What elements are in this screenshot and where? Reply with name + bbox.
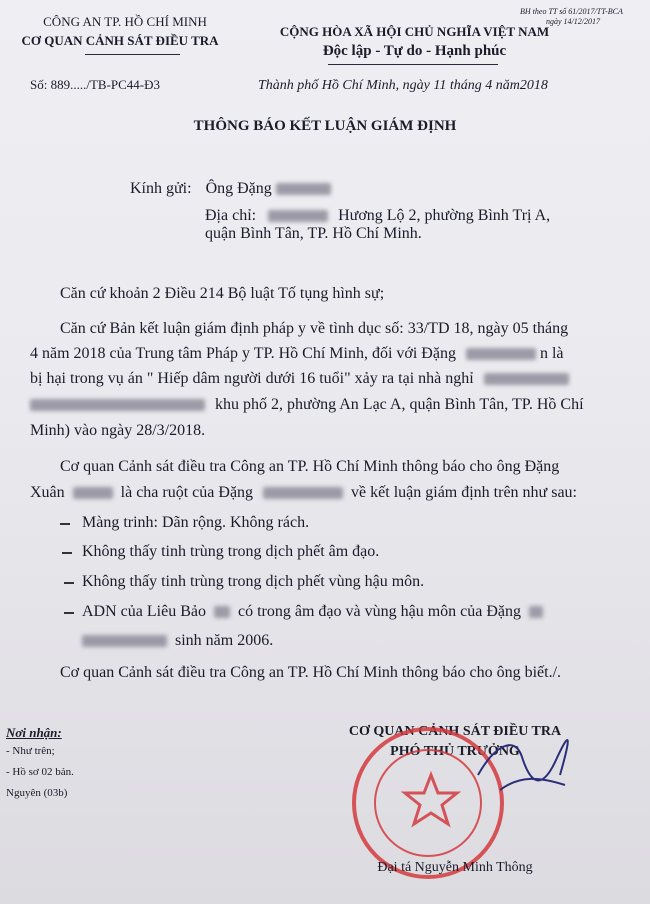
agency-name: CƠ QUAN CẢNH SÁT ĐIỀU TRA	[21, 33, 219, 48]
list-bullet	[62, 552, 72, 554]
notice-line2-end: về kết luận giám định trên như sau:	[351, 484, 577, 501]
agency-underline	[85, 54, 180, 55]
report-line4-text: khu phố 2, phường An Lạc A, quận Bình Tân, TP. Hồ Chí	[215, 396, 584, 413]
birth-year-text: sinh năm 2006.	[175, 632, 274, 649]
closing-statement: Cơ quan Cảnh sát điều tra Công an TP. Hồ Chí Minh thông báo cho ông biết./.	[60, 664, 562, 681]
recipient-greeting	[130, 180, 331, 198]
list-bullet	[64, 582, 74, 584]
recipient-address	[205, 207, 550, 225]
greeting-name: Ông Đặng	[205, 180, 272, 197]
document-number: Số: 889...../TB-PC44-Đ3	[30, 77, 161, 92]
report-line3-text: bị hại trong vụ án " Hiếp dâm người dưới 16 tuổi" xảy ra tại nhà nghỉ	[30, 370, 474, 387]
notice-line2-mid: là cha ruột của Đặng	[120, 484, 254, 501]
redaction-blur	[73, 487, 113, 499]
signer-name: Đại tá Nguyễn Minh Thông	[377, 860, 533, 875]
handwritten-signature-icon	[460, 705, 580, 825]
redaction-blur	[30, 399, 205, 411]
finding-item: Màng trinh: Dãn rộng. Không rách.	[82, 514, 310, 531]
redaction-blur	[82, 635, 167, 647]
greeting-label: Kính gửi:	[130, 180, 192, 197]
address-rest: Hương Lộ 2, phường Bình Trị A,	[338, 207, 551, 224]
place-date: Thành phố Hồ Chí Minh, ngày 11 tháng 4 năm2018	[258, 78, 548, 93]
redaction-blur	[276, 183, 331, 195]
finding-item: Không thấy tinh trùng trong dịch phết vùng hậu môn.	[82, 573, 425, 590]
paragraph-report-line2	[30, 345, 564, 363]
redaction-blur	[214, 606, 230, 618]
redaction-blur	[529, 606, 543, 618]
finding-item-line2	[82, 632, 273, 650]
nation-title: CỘNG HÒA XÃ HỘI CHỦ NGHĨA VIỆT NAM	[279, 24, 550, 39]
list-bullet	[60, 523, 70, 525]
document-title: THÔNG BÁO KẾT LUẬN GIÁM ĐỊNH	[193, 118, 457, 134]
redaction-blur	[484, 373, 569, 385]
finding-item-text: ADN của Liêu Bảo	[82, 603, 206, 620]
recipients-label: Nơi nhận:	[6, 725, 62, 740]
signature-role: PHÓ THỦ TRƯỞNG	[390, 744, 520, 759]
redaction-blur	[466, 348, 536, 360]
address-line2: quận Bình Tân, TP. Hồ Chí Minh.	[205, 225, 422, 242]
paragraph-report-line3	[30, 370, 569, 388]
finding-item: Không thấy tinh trùng trong dịch phết âm đạo.	[82, 543, 380, 560]
form-reference-line1: BH theo TT số 61/2017/TT-BCA	[520, 7, 623, 16]
redaction-blur	[263, 487, 343, 499]
report-line2-end: n là	[539, 345, 564, 362]
paragraph-legal-basis: Căn cứ khoản 2 Điều 214 Bộ luật Tố tụng hình sự;	[60, 285, 385, 302]
star-emblem-icon	[401, 771, 461, 831]
list-bullet	[64, 612, 74, 614]
recipients-item: - Như trên;	[6, 745, 55, 757]
redaction-blur	[268, 210, 328, 222]
form-reference-line2: ngày 14/12/2017	[546, 17, 600, 26]
paragraph-report-line1: Căn cứ Bản kết luận giám định pháp y về tình dục số: 33/TD 18, ngày 05 tháng	[60, 320, 569, 337]
recipients-item: - Hồ sơ 02 bản.	[6, 766, 74, 778]
paragraph-report-line5: Minh) vào ngày 28/3/2018.	[30, 422, 206, 439]
address-label: Địa chỉ:	[205, 207, 257, 224]
agency-parent: CÔNG AN TP. HỒ CHÍ MINH	[43, 14, 207, 29]
nation-motto: Độc lập - Tự do - Hạnh phúc	[322, 43, 507, 59]
paragraph-notice-line1: Cơ quan Cảnh sát điều tra Công an TP. Hồ Chí Minh thông báo cho ông Đặng	[60, 458, 560, 475]
notice-line2-start: Xuân	[30, 484, 65, 501]
finding-item-rest: có trong âm đạo và vùng hậu môn của Đặng	[237, 603, 521, 620]
motto-underline	[328, 64, 498, 65]
finding-item	[82, 603, 543, 621]
report-line2-text: 4 năm 2018 của Trung tâm Pháp y TP. Hồ Chí Minh, đối với Đặng	[30, 345, 456, 362]
recipients-item: Nguyên (03b)	[6, 787, 68, 799]
signature-agency: CƠ QUAN CẢNH SÁT ĐIỀU TRA	[348, 724, 562, 739]
paragraph-report-line4	[30, 396, 584, 414]
paragraph-notice-line2	[30, 484, 577, 502]
